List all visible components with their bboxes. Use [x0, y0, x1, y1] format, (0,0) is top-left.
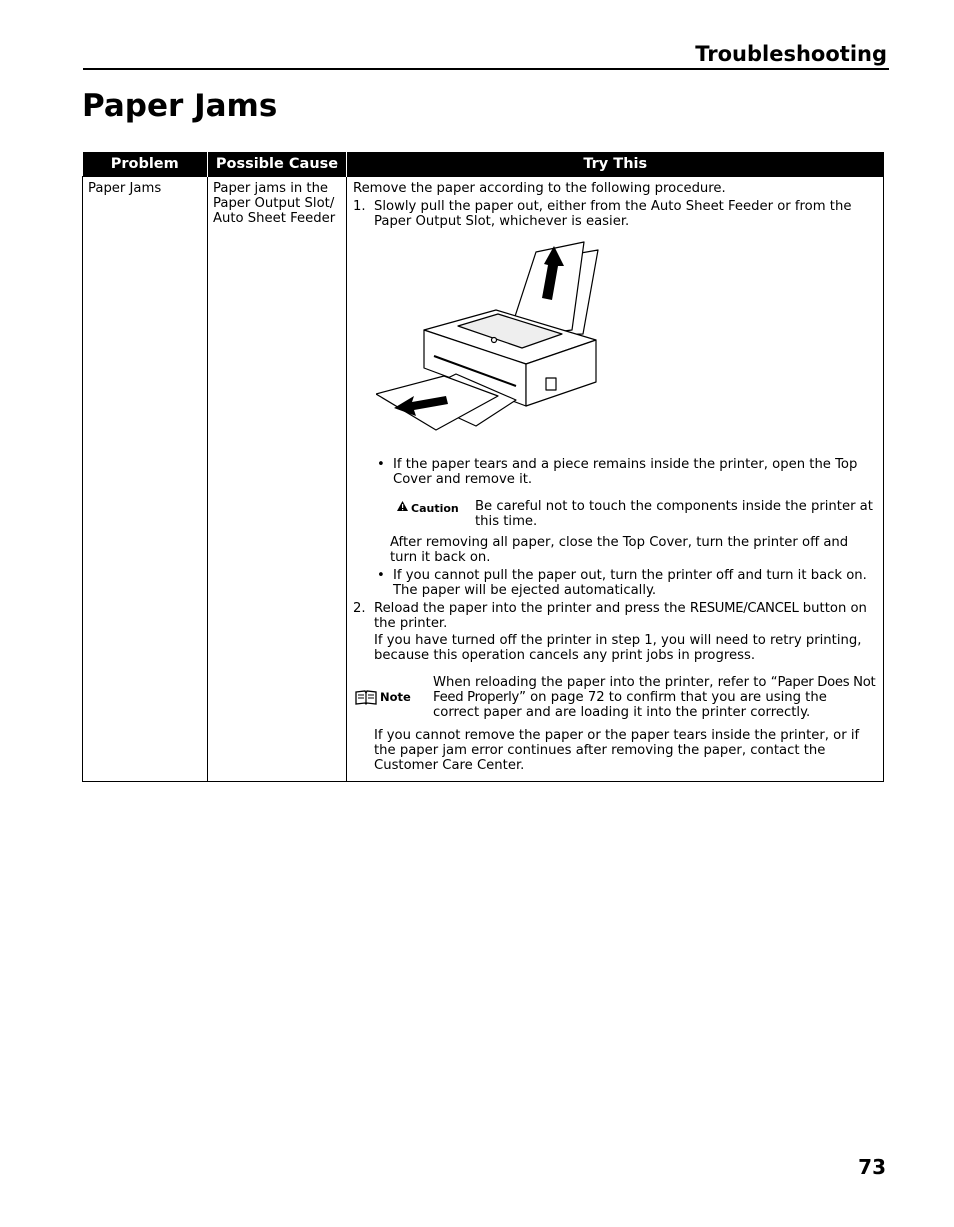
- step-2-extra-text: If you have turned off the printer in step 1, you will need to retry printing, because this operation cancels any print jobs in progress.: [374, 633, 862, 663]
- bullet-dot: •: [377, 568, 385, 583]
- step-2: [353, 601, 877, 663]
- printer-paper-removal-illustration: [376, 238, 606, 438]
- bullet-2-text: If you cannot pull the paper out, turn the printer off and turn it back on. The paper will be ejected automatically.: [393, 568, 867, 598]
- table-row: [83, 177, 884, 782]
- cause-text: Paper jams in the Paper Output Slot/ Auto Sheet Feeder: [213, 181, 336, 226]
- step-number: 2.: [353, 601, 366, 616]
- resume-cancel-button-name: RESUME/CANCEL: [689, 601, 799, 616]
- caution-label: [397, 499, 475, 529]
- intro-text: Remove the paper according to the following procedure.: [353, 181, 726, 196]
- note-text-end: ” on page 72 to confirm that you are using the correct paper and are loading it into the printer correctly.: [433, 690, 827, 720]
- troubleshooting-table: [82, 152, 884, 782]
- section-title: Troubleshooting: [695, 42, 887, 66]
- step-2-text: [374, 601, 877, 631]
- try-this-cell: [347, 177, 884, 782]
- page-number: 73: [858, 1155, 886, 1179]
- step-2-text-end: button on the printer.: [374, 601, 867, 631]
- problem-cell: [83, 177, 208, 782]
- cause-cell: [208, 177, 347, 782]
- note-text: [433, 675, 877, 720]
- after-caution-text: After removing all paper, close the Top Cover, turn the printer off and turn it back on.: [390, 535, 849, 565]
- caution-label-text: Caution: [411, 502, 459, 515]
- column-header-problem: Problem: [83, 152, 208, 177]
- book-icon: [355, 690, 377, 705]
- final-text: If you cannot remove the paper or the paper tears inside the printer, or if the paper jam error continues after removing the paper, contact the Customer Care Center.: [374, 728, 860, 773]
- bullet-dot: •: [377, 457, 385, 472]
- note-label-text: Note: [380, 690, 411, 704]
- bullet-item: [374, 568, 877, 598]
- warning-icon: [397, 501, 408, 511]
- caution-text: Be careful not to touch the components inside the printer at this time.: [475, 499, 873, 529]
- bullet-item: [374, 457, 877, 487]
- note-block: [355, 675, 877, 720]
- column-header-try-this: Try This: [347, 152, 884, 177]
- column-header-possible-cause: Possible Cause: [208, 152, 347, 177]
- problem-text: Paper Jams: [88, 181, 162, 196]
- table-header-row: [83, 152, 884, 177]
- note-text-start: When reloading the paper into the printer, refer to “: [433, 675, 778, 690]
- bullet-1-text: If the paper tears and a piece remains inside the printer, open the Top Cover and remove it.: [393, 457, 858, 487]
- step-1: [353, 199, 877, 598]
- step-1-text: Slowly pull the paper out, either from the Auto Sheet Feeder or from the Paper Output Slot, whichever is easier.: [374, 199, 852, 229]
- step-number: 1.: [353, 199, 366, 214]
- page-title: Paper Jams: [82, 88, 278, 124]
- section-header: [83, 40, 889, 70]
- caution-block: [397, 499, 877, 529]
- paper-does-not-feed-properly-link[interactable]: Paper Does Not Feed Properly: [433, 675, 876, 705]
- step-2-text-start: Reload the paper into the printer and press the: [374, 601, 690, 616]
- note-label: [355, 675, 433, 720]
